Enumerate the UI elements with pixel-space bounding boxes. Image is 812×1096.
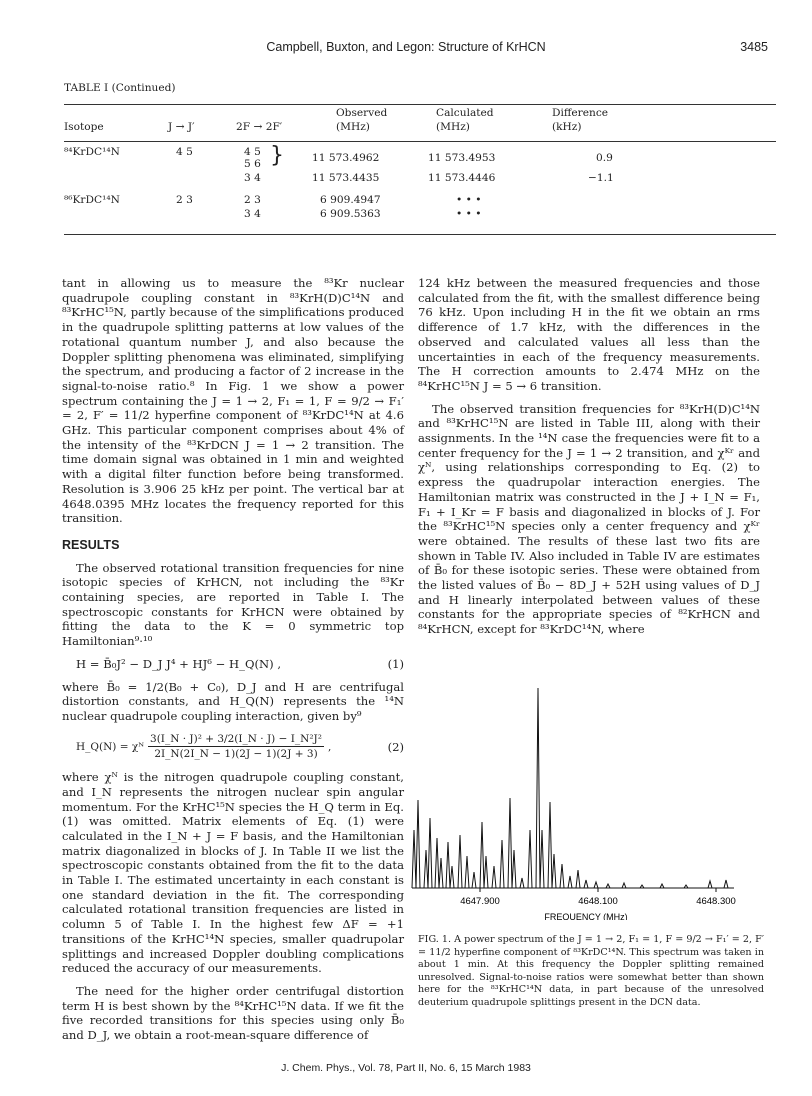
table-brace: } [270,143,284,168]
table-cell-f: 4 5 [244,146,261,158]
journal-footer: J. Chem. Phys., Vol. 78, Part II, No. 6, 15 March 1983 [281,1062,531,1074]
figure-1 [408,680,738,920]
paragraph: The observed rotational transition frequencies for nine isotopic species of KrHCN, not including the ⁸³Kr containing species, are reported in Table I. The spectroscopic constants for KrHCN were obtained by fitting the data to the K = 0 symmetric top Hamiltonian⁹·¹⁰ [62,560,404,649]
table-cell-difference: 0.9 [596,152,613,164]
table-cell-calculated: 11 573.4446 [428,172,496,184]
th-difference: Difference [552,107,609,119]
figure-1-caption: FIG. 1. A power spectrum of the J = 1 → 2, F₁ = 1, F = 9/2 → F₁′ = 2, F′ = 11/2 hyperfine component of ⁸³KrDC¹⁴N. This spectrum was taken in about 1 min. At this frequency the Doppler splitting remained unresolved. Signal-to-noise ratios were somewhat better than shown here for the ⁸³KrHC¹⁴N data, in part because of the unresolved deuterium quadrupole splittings present in the DCN data. [418,934,764,1008]
x-tick-label: 4648.100 [578,896,618,907]
x-tick-label: 4648.300 [696,896,736,907]
table-cell-observed: 11 573.4435 [312,172,380,184]
th-calculated-unit: (MHz) [436,121,470,133]
table-cell-calculated: • • • [456,194,482,206]
th-calculated: Calculated [436,107,494,119]
table-cell-f: 3 4 [244,172,261,184]
power-spectrum-plot [408,680,738,920]
table-1-continued [64,82,776,235]
table-cell-observed: 6 909.5363 [320,208,381,220]
equation-2-numerator: 3(I_N · J)² + 3/2(I_N · J) − I_N²J² [148,732,324,748]
x-tick-label: 4647.900 [460,896,500,907]
paragraph: where B̄₀ = 1/2(B₀ + C₀), D_J and H are centrifugal distortion constants, and H_Q(N) represents the ¹⁴N nuclear quadrupole coupling interaction, given by⁹ [62,679,404,723]
equation-2-lhs: H_Q(N) = χᴺ [76,740,145,753]
table-cell-j: 4 5 [176,146,193,158]
paragraph: 124 kHz between the measured frequencies and those calculated from the fit, with the smallest difference being 76 kHz. Upon including H in the fit we obtain an rms difference of 1.7 kHz, with the differences in the observed and calculated values all less than the uncertainties in each of the frequency measurements. The H correction amounts to 2.474 MHz on the ⁸⁴KrHC¹⁵N J = 5 → 6 transition. [418,276,760,393]
table-cell-difference: −1.1 [588,172,614,184]
x-axis-title: FREQUENCY (MHz) [544,912,628,920]
left-column [62,276,404,1043]
equation-2-number: (2) [387,739,404,754]
table-cell-j: 2 3 [176,194,193,206]
equation-1-body: H = B̄₀J² − D_J J⁴ + HJ⁶ − H_Q(N) , [76,656,282,671]
spectrum-trace [412,688,728,888]
table-bottom-rule [64,234,776,235]
running-header [0,40,812,60]
table-header [64,105,776,135]
table-caption: TABLE I (Continued) [64,82,176,94]
page-number: 3485 [740,40,768,54]
table-cell-f: 5 6 [244,158,261,170]
table-cell-f: 3 4 [244,208,261,220]
section-title-results: RESULTS [62,537,120,552]
equation-2-denominator: 2I_N(2I_N − 1)(2J − 1)(2J + 3) [154,748,318,761]
paragraph: where χᴺ is the nitrogen quadrupole coupling constant, and I_N represents the nitrogen nuclear spin angular momentum. For the KrHC¹⁵N species the H_Q term in Eq. (1) was omitted. Matrix elements of Eq. (1) were calculated in the I_N + J = F basis, and the Hamiltonian matrix diagonalized in blocks of J. In Table II we list the spectroscopic constants obtained from the fit to the data in Table I. The estimated uncertainty in each constant is one standard deviation in the fit. The corresponding calculated rotational transition frequencies are listed in column 5 of Table I. In the highest few ΔF = +1 transitions of the KrHC¹⁴N species, smaller quadrupolar splittings and increased Doppler doubling complications reduced the accuracy of our measurements. [62,770,404,976]
table-body [64,142,776,234]
table-cell-observed: 6 909.4947 [320,194,381,206]
paragraph: tant in allowing us to measure the ⁸³Kr nuclear quadrupole coupling constant in ⁸³KrH(D)C¹⁴N and ⁸³KrHC¹⁵N, partly because of the simplifications produced in the quadrupole splitting patterns at low values of the rotational quantum number J, and also because the Doppler splitting phenomena was eliminated, simplifying the spectrum, and producing a factor of 2 increase in the signal-to-noise ratio.⁸ In Fig. 1 we show a power spectrum containing the J = 1 → 2, F₁ = 1, F = 9/2 → F₁′ = 2, F′ = 11/2 hyperfine component of ⁸³KrDC¹⁴N at 4.6 GHz. This particular component comprises about 4% of the intensity of the ⁸³KrDCN J = 1 → 2 transition. The time domain signal was obtained in 1 min and weighted with a digital filter function before being transformed. Resolution is 3.906 25 kHz per point. The vertical bar at 4648.0395 MHz locates the frequency reported for this transition. [62,276,404,526]
paragraph: The need for the higher order centrifugal distortion term H is best shown by the ⁸⁴KrHC¹⁵N data. If we fit the five recorded transitions for this species using only B̄₀ and D_J, we obtain a root-mean-square difference of [62,983,404,1043]
th-f: 2F → 2F′ [236,121,283,133]
th-j: J → J′ [168,121,195,133]
running-title: Campbell, Buxton, and Legon: Structure of KrHCN [266,40,546,54]
equation-1-number: (1) [387,656,404,671]
th-observed: Observed [336,107,388,119]
th-difference-unit: (kHz) [552,121,582,133]
table-cell-isotope: ⁸⁴KrDC¹⁴N [64,146,120,158]
equation-2 [62,732,404,762]
table-cell-f: 2 3 [244,194,261,206]
th-isotope: Isotope [64,121,104,133]
table-cell-calculated: • • • [456,208,482,220]
table-cell-observed: 11 573.4962 [312,152,380,164]
equation-1 [62,657,404,672]
right-column [418,276,760,637]
equation-2-fraction [148,732,324,762]
equation-2-comma: , [327,740,332,753]
table-cell-isotope: ⁸⁶KrDC¹⁴N [64,194,120,206]
paragraph: The observed transition frequencies for ⁸³KrH(D)C¹⁴N and ⁸³KrHC¹⁵N are listed in Table III, along with their assignments. In the ¹⁴N case the frequencies were fit to a center frequency for the J = 1 → 2 transition, and χᴷʳ and χᴺ, using relationships corresponding to Eq. (2) to express the quadrupolar interaction energies. The Hamiltonian matrix was constructed in the J + I_N = F₁, F₁ + I_Kr = F basis and diagonalized in blocks of J. For the ⁸³KrHC¹⁵N species only a center frequency and χᴷʳ were obtained. The results of these last two fits are shown in Table IV. Also included in Table IV are estimates of B̄₀ for these isotopic series. These were obtained from the listed values of B̄₀ − 8D_J + 52H using values of D_J and H linearly interpolated between values of these constants for the appropriate species of ⁸²KrHCN and ⁸⁴KrHCN, except for ⁸³KrDC¹⁴N, where [418,401,760,637]
th-observed-unit: (MHz) [336,121,370,133]
table-cell-calculated: 11 573.4953 [428,152,496,164]
